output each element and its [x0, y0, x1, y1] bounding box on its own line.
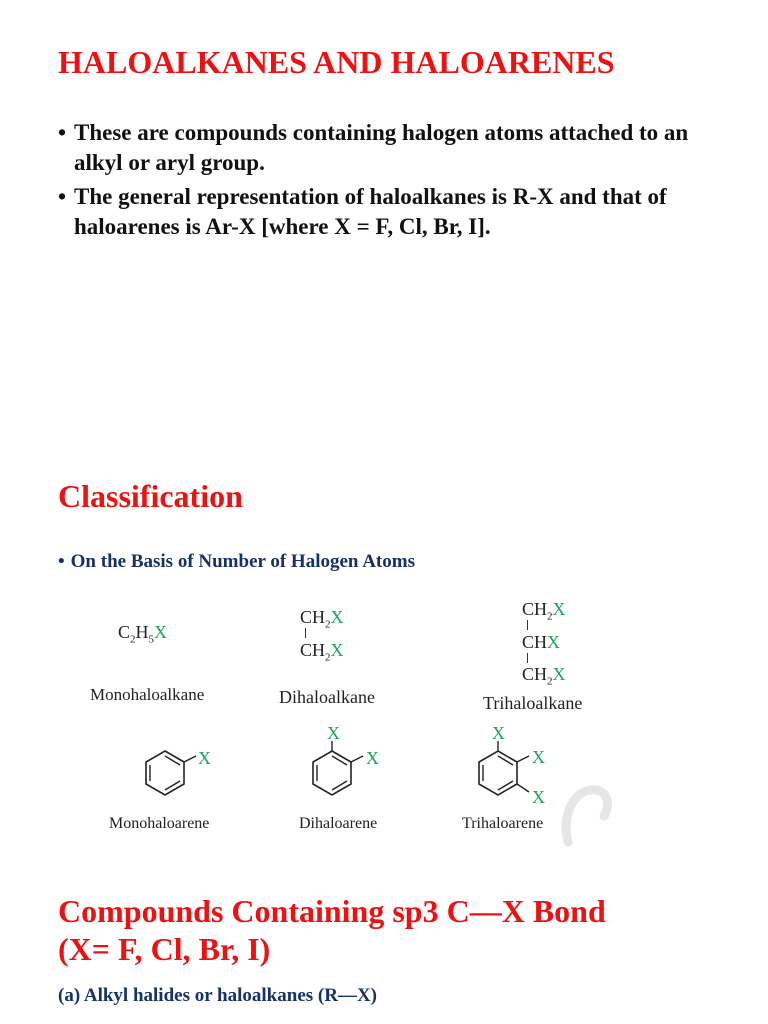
sp3-heading-line1: Compounds Containing sp3 C—X Bond	[58, 893, 606, 929]
bond-line	[527, 620, 528, 630]
trihaloalkane-ch2x-top	[522, 600, 566, 623]
subheading-text: On the Basis of Number of Halogen Atoms	[70, 551, 415, 572]
formula-subscript: 2	[325, 651, 331, 664]
trihaloalkane-ch2x-bottom	[522, 665, 566, 688]
halogen-x: X	[330, 640, 344, 660]
monohaloalkane-caption: Monohaloalkane	[90, 685, 205, 704]
monohaloarene-caption: Monohaloarene	[109, 815, 210, 832]
formula-ch: CH	[522, 664, 548, 684]
dihaloalkane-ch2x-bottom	[300, 641, 344, 664]
alkyl-halides-subheading: (a) Alkyl halides or haloalkanes (R—X)	[58, 985, 377, 1006]
formula-c: C	[118, 622, 131, 642]
formula-ch: CH	[300, 607, 326, 627]
halogen-x: X	[327, 723, 340, 743]
formula-subscript: 2	[325, 618, 331, 631]
halogen-x: X	[532, 747, 545, 767]
bond-line	[527, 653, 528, 663]
halogen-x: X	[366, 748, 379, 768]
halogen-x: X	[154, 622, 168, 642]
formula-h: H	[135, 622, 149, 642]
formula-subscript: 2	[547, 610, 553, 623]
halogen-x: X	[547, 632, 561, 652]
formula-ch: CH	[522, 632, 548, 652]
dihaloalkane-ch2x-top	[300, 608, 344, 631]
trihaloalkane-caption: Trihaloalkane	[483, 693, 583, 713]
formula-subscript: 2	[130, 633, 136, 646]
formula-subscript: 2	[547, 675, 553, 688]
halogen-x: X	[330, 607, 344, 627]
halogen-x: X	[552, 599, 566, 619]
dihaloalkane-caption: Dihaloalkane	[279, 687, 375, 707]
sp3-section-heading	[58, 892, 606, 968]
trihaloarene-caption: Trihaloarene	[462, 815, 544, 832]
monohaloalkane-formula	[118, 623, 167, 646]
formula-subscript: 5	[148, 633, 155, 646]
halogen-x: X	[492, 723, 505, 743]
bullet-dot: •	[58, 551, 65, 572]
classification-heading: Classification	[58, 478, 243, 514]
watermark-arc	[560, 780, 620, 850]
halogen-x: X	[198, 748, 211, 768]
formula-ch: CH	[522, 599, 548, 619]
page-title: HALOALKANES AND HALOARENES	[58, 44, 615, 80]
trihaloalkane-chx	[522, 633, 560, 651]
sp3-heading-line2: (X= F, Cl, Br, I)	[58, 931, 271, 967]
dihaloarene-benzene-ring	[305, 735, 389, 805]
halogen-x: X	[532, 787, 545, 807]
dihaloarene-caption: Dihaloarene	[299, 815, 378, 832]
formula-ch: CH	[300, 640, 326, 660]
bullet-item: • These are compounds containing halogen atoms attached to an alkyl or aryl group.	[58, 118, 738, 178]
bullet-item: • The general representation of haloalkanes is R-X and that of haloarenes is Ar-X [where X = F, Cl, Br, I].	[58, 182, 738, 242]
bond-line	[305, 628, 306, 638]
halogen-x: X	[552, 664, 566, 684]
classification-subheading	[58, 551, 415, 573]
intro-bullets	[58, 118, 738, 246]
